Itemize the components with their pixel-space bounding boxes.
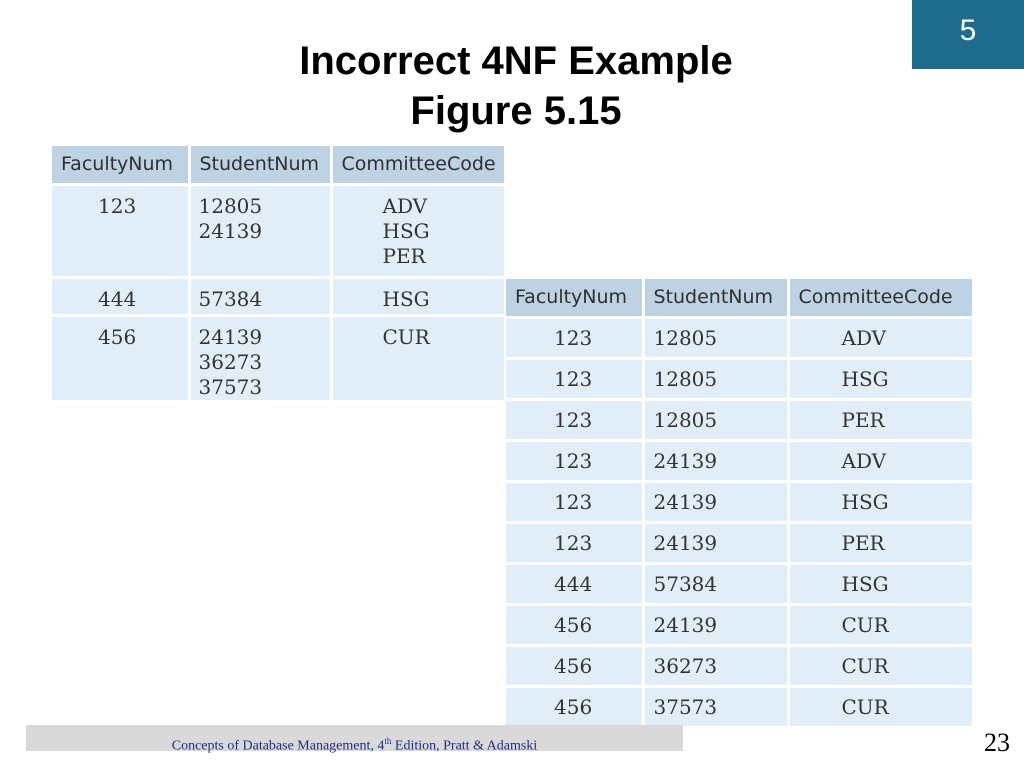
table-cell: 123 bbox=[506, 481, 643, 522]
table-cell: 456 bbox=[506, 686, 643, 726]
table-row bbox=[506, 481, 972, 522]
table-cell: CUR bbox=[788, 645, 972, 686]
column-header: FacultyNum bbox=[506, 279, 643, 317]
table-row bbox=[506, 563, 972, 604]
table-cell: ADV bbox=[788, 317, 972, 358]
table-row bbox=[506, 399, 972, 440]
column-header: FacultyNum bbox=[52, 146, 189, 184]
table-cell: 24139 bbox=[643, 440, 788, 481]
table-cell: 456 bbox=[52, 315, 189, 400]
table-cell: 24139 bbox=[643, 522, 788, 563]
table-cell: 456 bbox=[506, 604, 643, 645]
table-row bbox=[52, 277, 504, 315]
table-row bbox=[506, 358, 972, 399]
table-cell: HSG bbox=[788, 358, 972, 399]
table-cell: 36273 bbox=[643, 645, 788, 686]
table-cell: 24139 bbox=[643, 604, 788, 645]
table-cell: 37573 bbox=[643, 686, 788, 726]
footer-citation: Concepts of Database Management, 4th Edition, Pratt & Adamski bbox=[171, 736, 538, 754]
table-row bbox=[506, 686, 972, 726]
table-row bbox=[506, 604, 972, 645]
incorrect-4nf-table bbox=[506, 279, 972, 726]
slide-title-line2: Figure 5.15 bbox=[410, 89, 622, 133]
page-number: 23 bbox=[984, 728, 1010, 757]
table-cell: 12805 24139 bbox=[189, 184, 331, 277]
table-cell: CUR bbox=[331, 315, 504, 400]
table-cell: 24139 36273 37573 bbox=[189, 315, 331, 400]
table-cell: PER bbox=[788, 522, 972, 563]
table-cell: 123 bbox=[506, 317, 643, 358]
column-header: CommitteeCode bbox=[788, 279, 972, 317]
column-header: StudentNum bbox=[643, 279, 788, 317]
table-cell: 12805 bbox=[643, 399, 788, 440]
table-cell: 24139 bbox=[643, 481, 788, 522]
table-cell: 12805 bbox=[643, 358, 788, 399]
table-row bbox=[506, 522, 972, 563]
table-cell: CUR bbox=[788, 686, 972, 726]
table-cell: 444 bbox=[52, 277, 189, 315]
table-cell: HSG bbox=[788, 481, 972, 522]
table-cell: 123 bbox=[506, 358, 643, 399]
column-header: StudentNum bbox=[189, 146, 331, 184]
table-row bbox=[506, 317, 972, 358]
table-cell: 123 bbox=[506, 440, 643, 481]
table-cell: 57384 bbox=[189, 277, 331, 315]
table-cell: 123 bbox=[506, 399, 643, 440]
table-cell: ADV HSG PER bbox=[331, 184, 504, 277]
table-cell: CUR bbox=[788, 604, 972, 645]
table-row bbox=[506, 440, 972, 481]
table-cell: HSG bbox=[331, 277, 504, 315]
slide-title bbox=[0, 36, 1024, 136]
footer-bar bbox=[26, 725, 683, 754]
slide-title-line1: Incorrect 4NF Example bbox=[299, 39, 733, 83]
table-row bbox=[52, 315, 504, 400]
unnormalized-table bbox=[52, 146, 504, 400]
table-cell: ADV bbox=[788, 440, 972, 481]
column-header: CommitteeCode bbox=[331, 146, 504, 184]
table-cell: 123 bbox=[52, 184, 189, 277]
table-cell: 57384 bbox=[643, 563, 788, 604]
table-cell: 123 bbox=[506, 522, 643, 563]
table-cell: 444 bbox=[506, 563, 643, 604]
table-row bbox=[52, 184, 504, 277]
table-cell: 12805 bbox=[643, 317, 788, 358]
table-row bbox=[506, 645, 972, 686]
table-cell: PER bbox=[788, 399, 972, 440]
table-cell: 456 bbox=[506, 645, 643, 686]
chapter-number-badge: 5 bbox=[912, 0, 1024, 69]
table-cell: HSG bbox=[788, 563, 972, 604]
